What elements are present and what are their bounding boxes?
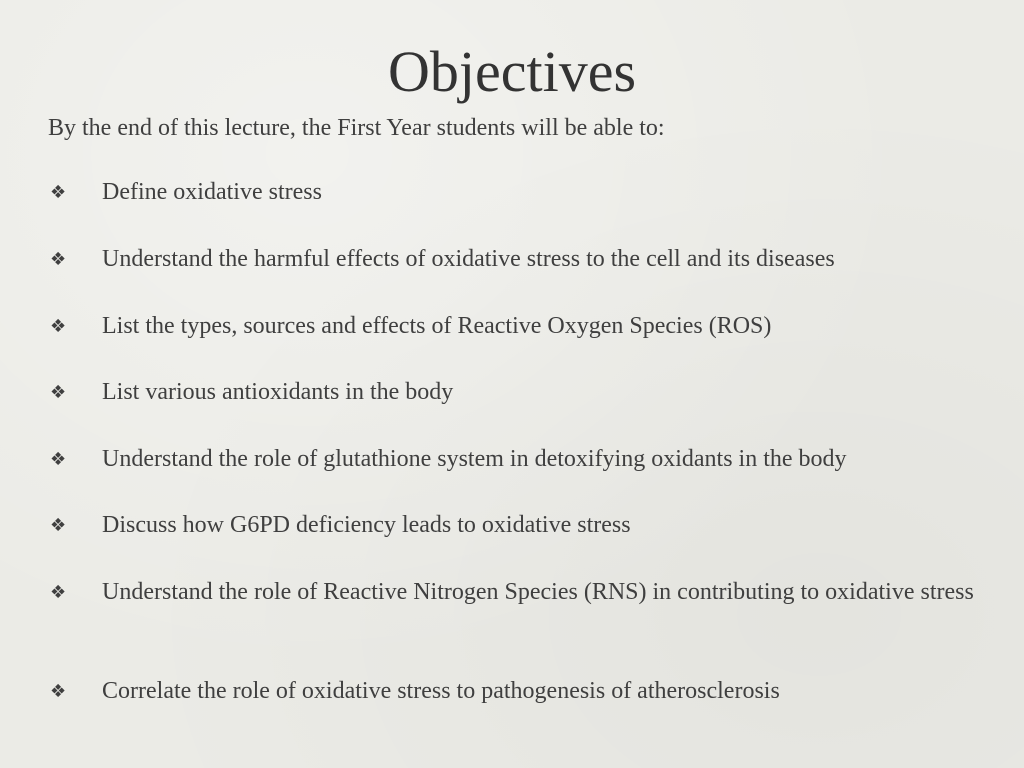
intro-text: By the end of this lecture, the First Year students will be able to: [48,115,665,141]
objective-text: List various antioxidants in the body [102,379,454,405]
slide-title: Objectives [387,39,637,104]
objective-text: Understand the role of glutathione system in detoxifying oxidants in the body [102,446,847,472]
diamond-bullet-icon: ❖ [50,515,67,536]
diamond-bullet-icon: ❖ [50,449,67,470]
diamond-bullet-icon: ❖ [50,681,67,702]
objective-text: Understand the harmful effects of oxidative stress to the cell and its diseases [102,246,835,272]
objective-item [48,176,998,209]
objective-item [48,675,998,708]
objective-text: Correlate the role of oxidative stress to pathogenesis of atherosclerosis [102,678,780,704]
diamond-bullet-icon: ❖ [50,316,67,337]
objective-text: Define oxidative stress [102,179,322,205]
objective-item [48,243,998,276]
diamond-bullet-icon: ❖ [50,182,67,203]
diamond-bullet-icon: ❖ [50,382,67,403]
objective-text: List the types, sources and effects of Reactive Oxygen Species (ROS) [102,313,772,339]
objective-item [48,376,998,409]
objective-text: Discuss how G6PD deficiency leads to oxidative stress [102,512,631,538]
objective-item [48,509,998,542]
diamond-bullet-icon: ❖ [50,582,67,603]
objective-text: Understand the role of Reactive Nitrogen Species (RNS) in contributing to oxidative stress [102,579,974,605]
objective-item [48,443,998,476]
objective-item [48,310,998,343]
diamond-bullet-icon: ❖ [50,249,67,270]
objective-item [48,576,998,609]
